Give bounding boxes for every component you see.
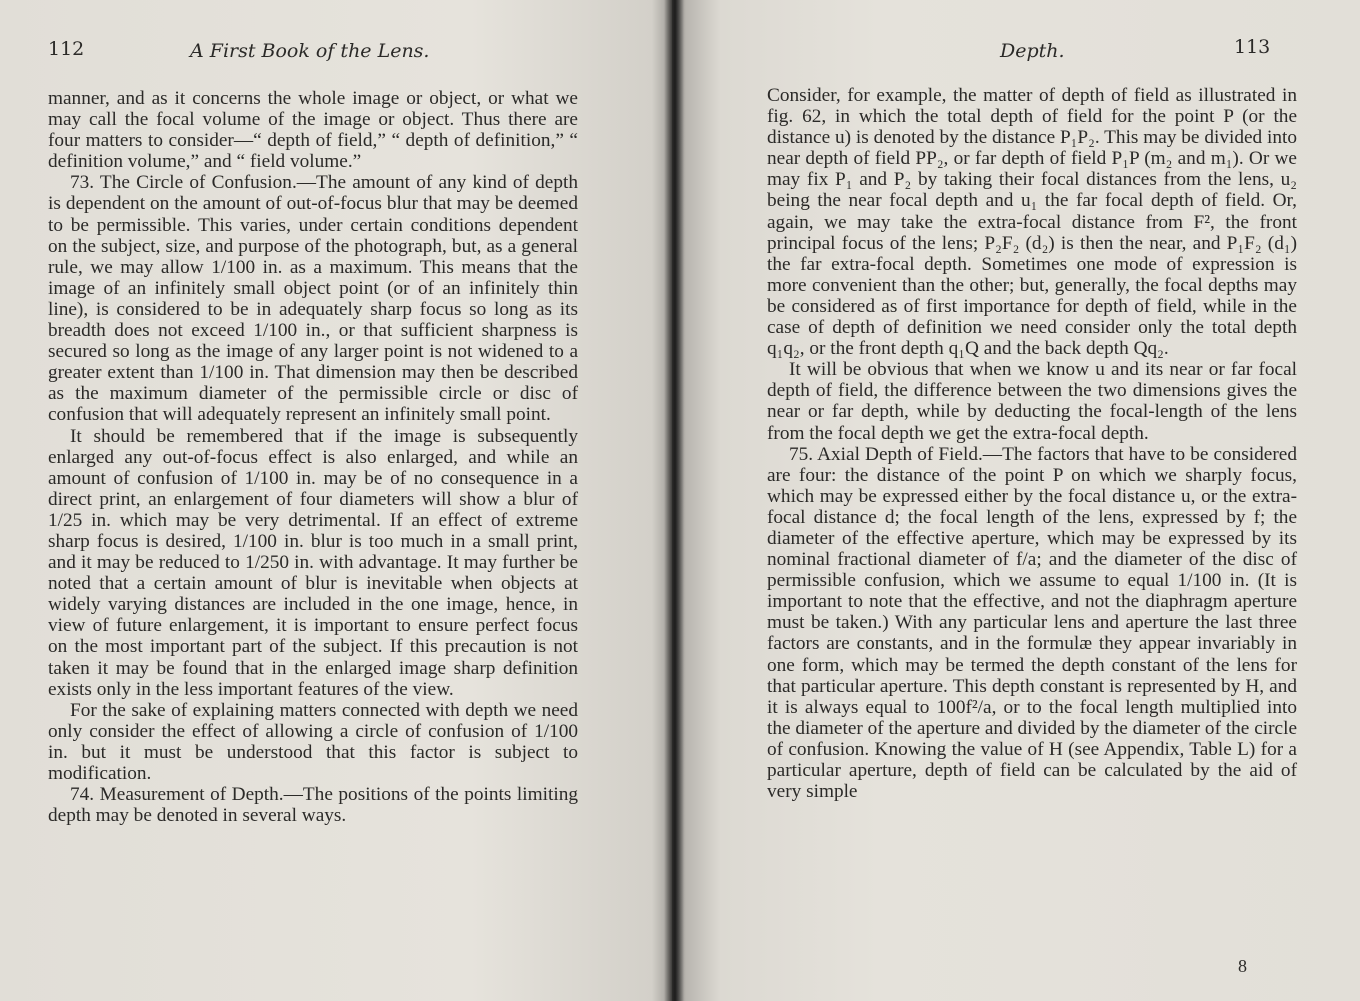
right-paragraph-2: It will be obvious that when we know u and its near or far focal depth of field, the difference between the two dimensions gives the near or far depth, while by deducting the focal-length of the lens from the focal depth we get the extra-focal depth. xyxy=(767,359,1297,444)
left-page xyxy=(0,0,672,1001)
signature-mark: 8 xyxy=(1238,956,1247,976)
left-running-head: A First Book of the Lens. xyxy=(190,40,430,62)
book-gutter xyxy=(664,0,684,1001)
left-paragraph-3: It should be remembered that if the image is subsequently enlarged any out-of-focus effect is also enlarged, and while an amount of confusion of 1/100 in. may be of no consequence in a direct print, an enlargement of four diameters will show a blur of 1/25 in. which may be very detrimental. If an effect of extreme sharp focus is desired, 1/100 in. blur is too much in a small print, and it may be reduced to 1/250 in. with advantage. It may further be noted that a certain amount of blur is inevitable when objects at widely varying distances are included in the one image, hence, in view of future enlargement, it is important to ensure perfect focus on the most important part of the subject. If this precaution is not taken it may be found that in the enlarged image sharp definition exists only in the less important features of the view. xyxy=(48,425,578,700)
right-paragraph-3: 75. Axial Depth of Field.—The factors that have to be considered are four: the distance of the point P on which we sharply focus, which may be expressed either by the focal distance u, or the extra-focal distance d; the focal length of the lens, expressed by f; the diameter of the effective aperture, which may be expressed by its nominal fractional diameter of f/a; and the diameter of the disc of permissible confusion, which we assume to equal 1/100 in. (It is important to note that the effective, and not the diaphragm aperture must be taken.) With any particular lens and aperture the last three factors are constants, and in the formulæ they appear invariably in one form, which may be termed the depth constant of the lens for that particular aperture. This depth constant is represented by H, and it is always equal to 100f²/a, or to the focal length multiplied into the diameter of the aperture and divided by the diameter of the circle of confusion. Knowing the value of H (see Appendix, Table L) for a particular aperture, depth of field can be calculated by the aid of very simple xyxy=(767,443,1297,803)
left-paragraph-5: 74. Measurement of Depth.—The positions of the points limiting depth may be denoted in several ways. xyxy=(48,784,578,827)
right-running-head: Depth. xyxy=(1000,40,1065,62)
left-paragraph-4: For the sake of explaining matters connected with depth we need only consider the effect of allowing a circle of confusion of 1/100 in. but it must be understood that this factor is subject to modification. xyxy=(48,699,578,784)
left-page-number: 112 xyxy=(48,38,85,60)
right-page-body xyxy=(767,85,1297,802)
right-page-number: 113 xyxy=(1234,36,1271,58)
right-paragraph-1: Consider, for example, the matter of depth of field as illustrated in fig. 62, in which the total depth of field for the point P (or the distance u) is denoted by the distance P₁P₂. This may be divided into near depth of field PP₂, or far depth of field P₁P (m₂ and m₁). Or we may fix P₁ and P₂ by taking their focal distances from the lens, u₂ being the near focal depth and u₁ the far focal depth of field. Or, again, we may take the extra-focal distance from F², the front principal focus of the lens; P₂F₂ (d₂) is then the near, and P₁F₂ (d₁) the far extra-focal depth. Sometimes one mode of expression is more convenient than the other; but, generally, the focal depths may be considered as of first importance for depth of field, while in the case of depth of definition we need consider only the total depth q₁q₂, or the front depth q₁Q and the back depth Qq₂. xyxy=(767,85,1297,360)
left-paragraph-2: 73. The Circle of Confusion.—The amount of any kind of depth is dependent on the amount of out-of-focus blur that may be deemed to be permissible. This varies, under certain conditions dependent on the subject, size, and purpose of the photograph, but, as a general rule, we may allow 1/100 in. as a maximum. This means that the image of an infinitely small object point (or of an infinitely thin line), is considered to be in adequately sharp focus so long as its breadth does not exceed 1/100 in., or that sufficient sharpness is secured so long as the image of any larger point is not widened to a greater extent than 1/100 in. That dimension may then be described as the maximum diameter of the permissible circle or disc of confusion that will adequately represent an infinitely small point. xyxy=(48,172,578,426)
left-page-body xyxy=(48,88,578,826)
left-paragraph-1: manner, and as it concerns the whole image or object, or what we may call the focal volume of the image or object. Thus there are four matters to consider—“ depth of field,” “ depth of definition,” “ definition volume,” and “ field volume.” xyxy=(48,88,578,173)
right-page xyxy=(672,0,1360,1001)
